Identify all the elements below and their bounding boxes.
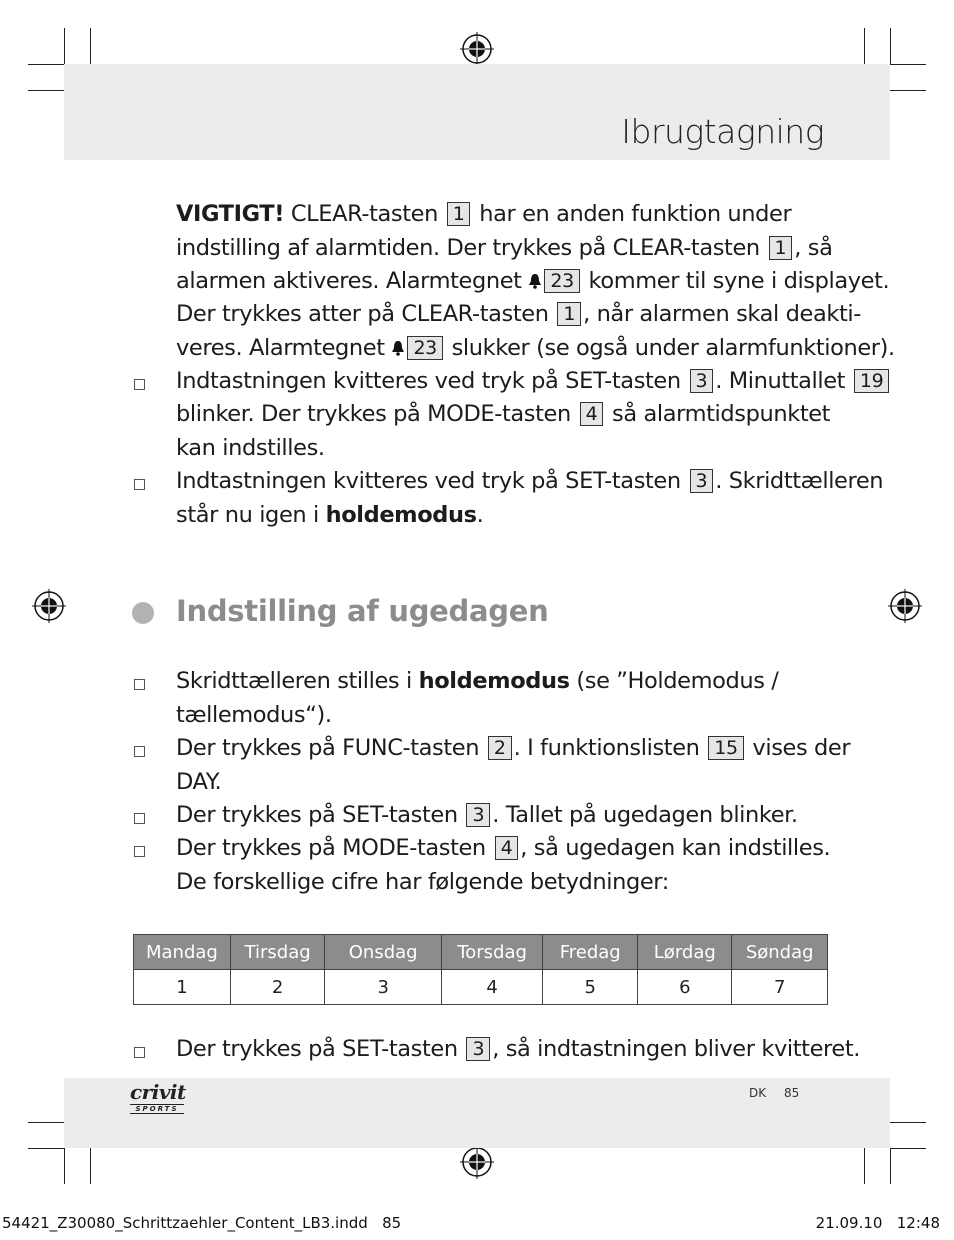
brand-logo: crivit SPORTS bbox=[130, 1080, 186, 1113]
checkbox-bullet-icon bbox=[134, 679, 145, 690]
page-title: Ibrugtagning bbox=[621, 112, 824, 151]
table-cell: 5 bbox=[543, 970, 638, 1005]
page-number: 85 bbox=[784, 1086, 800, 1100]
table-header-cell: Torsdag bbox=[442, 935, 543, 970]
bell-icon bbox=[391, 340, 405, 356]
checkbox-bullet-icon bbox=[134, 846, 145, 857]
section-bullet-icon bbox=[132, 602, 154, 624]
registration-mark-icon bbox=[888, 589, 922, 623]
table-header-cell: Lørdag bbox=[638, 935, 732, 970]
table-cell: 6 bbox=[638, 970, 732, 1005]
registration-mark-icon bbox=[460, 1145, 494, 1179]
checkbox-bullet-icon bbox=[134, 813, 145, 824]
table-header-cell: Fredag bbox=[543, 935, 638, 970]
table-header-row bbox=[134, 935, 828, 970]
table-row bbox=[134, 970, 828, 1005]
checkbox-bullet-icon bbox=[134, 1047, 145, 1058]
important-label: VIGTIGT! bbox=[176, 201, 285, 227]
table-header-cell: Onsdag bbox=[325, 935, 442, 970]
table-cell: 3 bbox=[325, 970, 442, 1005]
table-header-cell: Søndag bbox=[732, 935, 828, 970]
weekday-table bbox=[133, 934, 828, 1005]
print-datetime: 21.09.10 12:48 bbox=[815, 1214, 940, 1232]
table-cell: 4 bbox=[442, 970, 543, 1005]
file-slug: 54421_Z30080_Schrittzaehler_Content_LB3.indd 85 bbox=[2, 1214, 402, 1232]
checkbox-bullet-icon bbox=[134, 479, 145, 490]
registration-mark-icon bbox=[32, 589, 66, 623]
table-header-cell: Mandag bbox=[134, 935, 231, 970]
table-cell: 2 bbox=[230, 970, 325, 1005]
table-header-cell: Tirsdag bbox=[230, 935, 325, 970]
language-code: DK bbox=[749, 1086, 767, 1100]
checkbox-bullet-icon bbox=[134, 746, 145, 757]
registration-mark-icon bbox=[460, 32, 494, 66]
table-cell: 7 bbox=[732, 970, 828, 1005]
section-heading: Indstilling af ugedagen bbox=[176, 594, 549, 628]
table-cell: 1 bbox=[134, 970, 231, 1005]
bell-icon bbox=[528, 273, 542, 289]
checkbox-bullet-icon bbox=[134, 379, 145, 390]
